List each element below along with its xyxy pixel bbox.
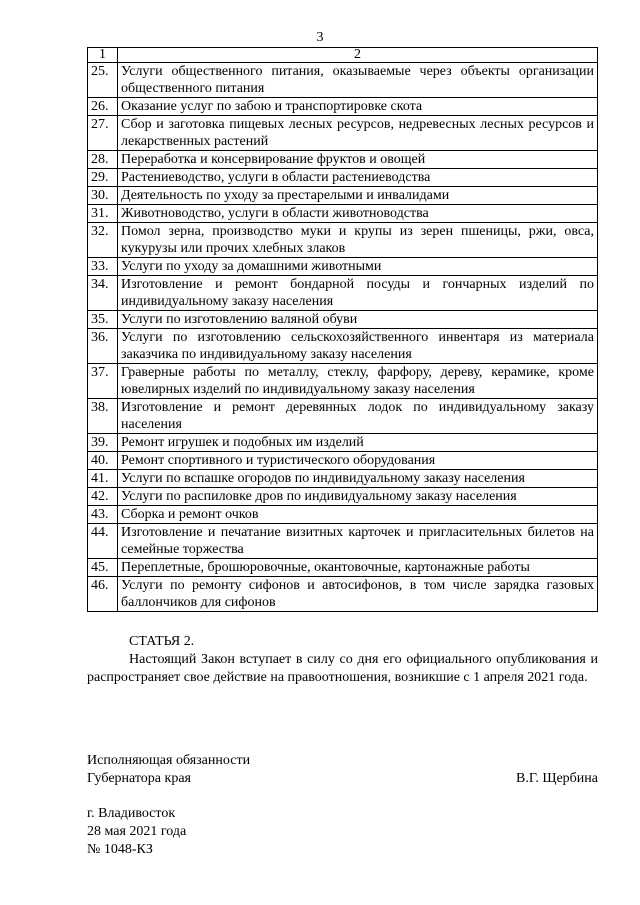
table-row — [88, 434, 598, 452]
row-number: 34. — [88, 276, 118, 311]
service-description: Ремонт спортивного и туристического оборудования — [118, 452, 598, 470]
law-number: № 1048-КЗ — [87, 842, 153, 857]
service-description: Услуги по вспашке огородов по индивидуальному заказу населения — [118, 470, 598, 488]
place-date-block — [87, 805, 387, 859]
table-row — [88, 116, 598, 151]
table-row — [88, 524, 598, 559]
service-description: Ремонт игрушек и подобных им изделий — [118, 434, 598, 452]
table-row — [88, 169, 598, 187]
service-description: Оказание услуг по забою и транспортировке скота — [118, 98, 598, 116]
table-header-number: 1 — [88, 48, 118, 63]
service-description: Услуги по ремонту сифонов и автосифонов, в том числе зарядка газовых баллончиков для сифонов — [118, 577, 598, 612]
row-number: 44. — [88, 524, 118, 559]
table-row — [88, 329, 598, 364]
service-description: Изготовление и ремонт деревянных лодок по индивидуальному заказу населения — [118, 399, 598, 434]
row-number: 36. — [88, 329, 118, 364]
service-description: Граверные работы по металлу, стеклу, фарфору, дереву, керамике, кроме ювелирных изделий по индивидуальному заказу населения — [118, 364, 598, 399]
signature-row — [87, 770, 598, 788]
row-number: 37. — [88, 364, 118, 399]
table-row — [88, 470, 598, 488]
table-row — [88, 577, 598, 612]
row-number: 35. — [88, 311, 118, 329]
row-number: 26. — [88, 98, 118, 116]
service-description: Услуги по изготовлению валяной обуви — [118, 311, 598, 329]
law-date: 28 мая 2021 года — [87, 824, 187, 839]
service-description: Сбор и заготовка пищевых лесных ресурсов, недревесных лесных ресурсов и лекарственных растений — [118, 116, 598, 151]
page-number: 3 — [316, 30, 324, 45]
signature-block — [87, 752, 598, 788]
service-description: Изготовление и печатание визитных карточек и пригласительных билетов на семейные торжества — [118, 524, 598, 559]
service-description: Услуги общественного питания, оказываемые через объекты организации общественного питания — [118, 63, 598, 98]
service-description: Услуги по распиловке дров по индивидуальному заказу населения — [118, 488, 598, 506]
row-number: 25. — [88, 63, 118, 98]
table-row — [88, 258, 598, 276]
service-description: Изготовление и ремонт бондарной посуды и гончарных изделий по индивидуальному заказу населения — [118, 276, 598, 311]
table-row — [88, 364, 598, 399]
article-title: СТАТЬЯ 2. — [129, 634, 195, 649]
table-header-row — [88, 48, 598, 63]
table-row — [88, 63, 598, 98]
signatory-position-line2: Губернатора края — [87, 771, 191, 786]
service-description: Помол зерна, производство муки и крупы из зерен пшеницы, ржи, овса, кукурузы или прочих хлебных злаков — [118, 223, 598, 258]
signatory-position-line1: Исполняющая обязанности — [87, 753, 251, 768]
row-number: 40. — [88, 452, 118, 470]
row-number: 31. — [88, 205, 118, 223]
row-number: 42. — [88, 488, 118, 506]
row-number: 30. — [88, 187, 118, 205]
table-row — [88, 187, 598, 205]
table-row — [88, 276, 598, 311]
service-description: Животноводство, услуги в области животноводства — [118, 205, 598, 223]
table-row — [88, 311, 598, 329]
service-description: Услуги по изготовлению сельскохозяйственного инвентаря из материала заказчика по индивидуальному заказу населения — [118, 329, 598, 364]
row-number: 29. — [88, 169, 118, 187]
service-description: Растениеводство, услуги в области растениеводства — [118, 169, 598, 187]
row-number: 45. — [88, 559, 118, 577]
city: г. Владивосток — [87, 806, 176, 821]
row-number: 28. — [88, 151, 118, 169]
row-number: 39. — [88, 434, 118, 452]
table-row — [88, 223, 598, 258]
row-number: 32. — [88, 223, 118, 258]
table-row — [88, 399, 598, 434]
article-body: Настоящий Закон вступает в силу со дня его официального опубликования и распространяет свое действие на правоотношения, возникшие с 1 апреля 2021 года. — [87, 652, 598, 685]
table-row — [88, 98, 598, 116]
service-description: Сборка и ремонт очков — [118, 506, 598, 524]
table-row — [88, 488, 598, 506]
row-number: 33. — [88, 258, 118, 276]
services-table-body — [88, 63, 598, 612]
services-table — [87, 47, 598, 612]
row-number: 41. — [88, 470, 118, 488]
row-number: 38. — [88, 399, 118, 434]
table-row — [88, 506, 598, 524]
row-number: 27. — [88, 116, 118, 151]
service-description: Переплетные, брошюровочные, окантовочные, картонажные работы — [118, 559, 598, 577]
row-number: 43. — [88, 506, 118, 524]
article-2 — [87, 633, 598, 687]
row-number: 46. — [88, 577, 118, 612]
service-description: Переработка и консервирование фруктов и овощей — [118, 151, 598, 169]
table-row — [88, 205, 598, 223]
table-row — [88, 151, 598, 169]
service-description: Деятельность по уходу за престарелыми и инвалидами — [118, 187, 598, 205]
table-row — [88, 452, 598, 470]
table-row — [88, 559, 598, 577]
signatory-name: В.Г. Щербина — [515, 771, 598, 786]
service-description: Услуги по уходу за домашними животными — [118, 258, 598, 276]
table-header-service: 2 — [118, 48, 598, 63]
